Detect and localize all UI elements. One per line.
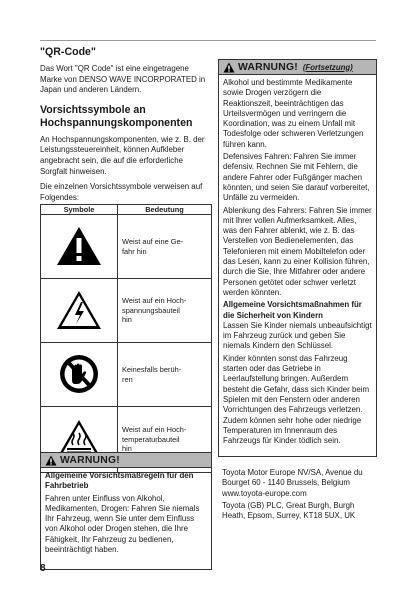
table-row [41, 215, 212, 279]
warning-box-driving [40, 452, 212, 570]
warning-triangle-icon [45, 455, 57, 466]
page-number: 8 [40, 563, 46, 574]
table-header-row [41, 205, 212, 215]
warning-text: Fahren unter Einfluss von Alkohol, Medikamenten, Drogen: Fahren Sie niemals Ihr Fahrzeug, wenn Sie unter dem Einfluss von Alkohol oder Drogen stehen, die Ihre Fähigkeit, Ihr Fahrzeug zu bedienen, beeinträchtigt haben. [45, 493, 200, 555]
warning-label: WARNUNG! [60, 454, 120, 466]
warning-box-continued [218, 59, 377, 457]
warning-header [41, 453, 211, 468]
defensive-driving-text: Defensives Fahren: Fahren Sie immer defensiv. Rechnen Sie mit Fehlern, die andere Fahrer oder Fußgänger machen könnten, und seien Sie darauf vorbereitet, Unfälle zu vermeiden. [223, 152, 370, 203]
child-risk-text: Kinder könnten sonst das Fahrzeug starten oder das Getriebe in Leerlaufstellung bringen. Außerdem besteht die Gefahr, dass sich Kinder beim Spielen mit den Fenstern oder anderen Vorrichtungen des Fahrzeugs verletzen. Zudem können sehr hohe oder niedrige Temperaturen im Innenraum des Fahrzeugs für Kinder tödlich sein. [223, 353, 370, 446]
left-column [40, 42, 212, 203]
top-rule [40, 40, 376, 41]
col-header-symbol: Symbole [41, 205, 118, 215]
toyota-europe-address: Toyota Motor Europe NV/SA, Avenue du Bourget 60 - 1140 Brussels, Belgium www.toyota-europe.com [222, 468, 363, 498]
meaning-cell: Weist auf ein Hoch- spannungsbauteil hin [118, 279, 212, 343]
do-not-touch-icon [58, 353, 100, 395]
child-safety-heading: Allgemeine Vorsichtsmaßnahmen für die Sicherheit von Kindern [223, 300, 362, 320]
meaning-cell: Weist auf eine Ge- fahr hin [118, 215, 212, 279]
symbols-table [40, 204, 212, 473]
warning-title: Allgemeine Vorsichtsmaßregeln für den Fahrbetrieb [45, 471, 194, 491]
table-row [41, 343, 212, 407]
qr-code-text: Das Wort "QR Code" ist eine eingetragene Marke von DENSO WAVE INCORPORATED in Japan und anderen Ländern. [40, 64, 206, 95]
meaning-cell: Weist auf ein Hoch- temperaturbauteil hin [118, 407, 212, 473]
high-voltage-triangle-icon [56, 290, 102, 330]
meaning-cell: Keinesfalls berüh- ren [118, 343, 212, 407]
alcohol-text: Alkohol und bestimmte Medikamente sowie Drogen verzögern die Reaktionszeit, beeinträchtigen das Urteilsvermögen und verringern die Koordination, was zu einem Unfall mit Todesfolge oder schweren Verletzungen führen kann. [223, 78, 364, 149]
hv-symbols-heading: Vorsichtssymbole an Hochspannungskomponenten [40, 103, 193, 129]
qr-code-heading: "QR-Code" [40, 46, 96, 58]
toyota-uk-address: Toyota (GB) PLC, Great Burgh, Burgh Heath, Epsom, Surrey, KT18 5UX, UK [222, 501, 356, 521]
distraction-text: Ablenkung des Fahrers: Fahren Sie immer mit Ihrer vollen Aufmerksamkeit. Alles, was den Fahrer ablenkt, wie z. B. das Verstellen von Bedienelementen, das Telefonieren mit einem Mobiltelefon oder das Lesen, kann zu einer Kollision führen, durch die Sie, Ihre Mitfahrer oder andere Personen getötet oder schwer verletzt werden könnten. [223, 205, 372, 297]
warning-triangle-icon [223, 62, 235, 73]
hv-symbols-text: An Hochspannungskomponenten, wie z. B. der Leistungssteuereinheit, können Aufkleber angebracht sein, die auf die erforderliche Sorgfalt hinweisen. [40, 134, 205, 176]
general-warning-triangle-icon [56, 226, 102, 266]
child-safety-text: Lassen Sie Kinder niemals unbeaufsichtigt im Fahrzeug zurück und geben Sie niemals Kindern den Schlüssel. [223, 320, 372, 351]
warning-header [219, 60, 376, 75]
col-header-meaning: Bedeutung [118, 205, 212, 215]
warning-continued-label: (Fortsetzung) [302, 62, 353, 72]
symbols-intro-text: Die einzelnen Vorsichtssymbole verweisen auf Folgendes: [40, 182, 203, 202]
table-row [41, 279, 212, 343]
warning-label: WARNUNG! [238, 61, 298, 73]
